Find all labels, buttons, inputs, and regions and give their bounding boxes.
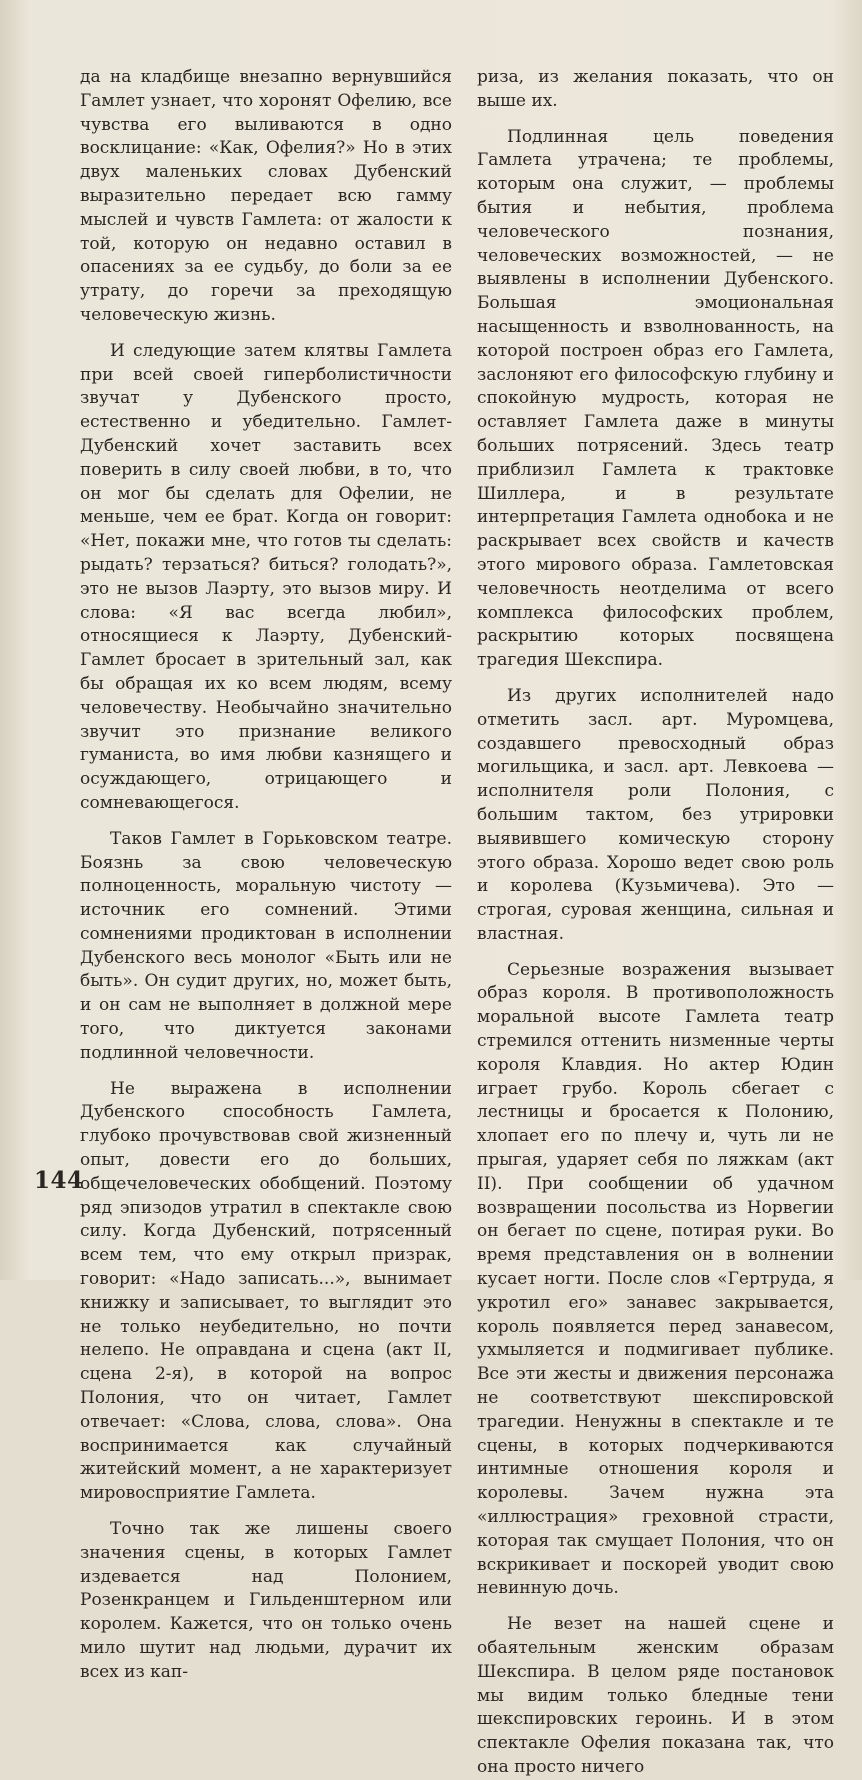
page-number: 144 [34,1167,84,1194]
paragraph: И следующие затем клятвы Гамлета при всей своей гиперболистичности звучат у Дубенского просто, естественно и убедительно. Гамлет-Дубенский хочет заставить всех поверить в силу своей любви, в то, что он мог бы сделать для Офелии, не меньше, чем ее брат. Когда он говорит: «Нет, покажи мне, что готов ты сделать: рыдать? терзаться? биться? голодать?», это не вызов Лаэрту, это вызов миру. И слова: «Я вас всегда любил», относящиеся к Лаэрту, Дубенский-Гамлет бросает в зрительный зал, как бы обращая их ко всем людям, всему человечеству. Необычайно значительно звучит это признание великого гуманиста, во имя любви казнящего и осуждающего, отрицающего и сомневающегося. [80,340,452,813]
paragraph: Не выражена в исполнении Дубенского способность Гамлета, глубоко прочувствовав свой жизненный опыт, довести его до больших, общечеловеческих обобщений. Поэтому ряд эпизодов утратил в спектакле свою силу. Когда Дубенский, потрясенный всем тем, что ему открыл призрак, говорит: «Надо записать...», вынимает книжку и записывает, то выглядит это не только неубедительно, но почти нелепо. Не оправдана и сцена (акт II, сцена 2-я), в которой на вопрос Полония, что он читает, Гамлет отвечает: «Слова, слова, слова». Она воспринимается как случайный житейский момент, а не характеризует мировосприятие Гамлета. [80,1078,452,1504]
paragraph: Не везет на нашей сцене и обаятельным женским образам Шекспира. В целом ряде постановок мы видим только бледные тени шекспировских героинь. И в этом спектакле Офелия показана так, что она просто ничего [477,1614,834,1777]
left-column [80,66,452,1685]
paragraph: Из других исполнителей надо отметить засл. арт. Муромцева, создавшего превосходный образ могильщика, и засл. арт. Левкоева — исполнителя роли Полония, с большим тактом, без утрировки выявившего комическую сторону этого образа. Хорошо ведет свою роль и королева (Кузьмичева). Это — строгая, суровая женщина, сильная и властная. [477,685,834,944]
paragraph: риза, из желания показать, что он выше их. [477,67,834,111]
paragraph: Серьезные возражения вызывает образ короля. В противоположность моральной высоте Гамлета театр стремился оттенить низменные черты короля Клавдия. Но актер Юдин играет грубо. Король сбегает с лестницы и бросается к Полонию, хлопает его по плечу и, чуть ли не прыгая, ударяет себя по ляжкам (акт II). При сообщении об удачном возвращении посольства из Норвегии он бегает по сцене, потирая руки. Во время представления он в волнении кусает ногти. После слов «Гертруда, я укротил его» занавес закрывается, король появляется перед занавесом, ухмыляется и подмигивает публике. Все эти жесты и движения персонажа не соответствуют шекспировской трагедии. Ненужны в спектакле и те сцены, в которых подчеркиваются интимные отношения короля и королевы. Зачем нужна эта «иллюстрация» греховной страсти, которая так смущает Полония, что он вскрикивает и поскорей уводит свою невинную дочь. [477,959,834,1599]
paragraph: Подлинная цель поведения Гамлета утрачена; те проблемы, которым она служит, — проблемы бытия и небытия, проблема человеческого познания, человеческих возможностей, — не выявлены в исполнении Дубенского. Большая эмоциональная насыщенность и взволнованность, на которой построен образ его Гамлета, заслоняют его философскую глубину и спокойную мудрость, которая не оставляет Гамлета даже в минуты больших потрясений. Здесь театр приблизил Гамлета к трактовке Шиллера, и в результате интерпретация Гамлета однобока и не раскрывает всех свойств и качеств этого мирового образа. Гамлетовская человечность неотделима от всего комплекса философских проблем, раскрытию которых посвящена трагедия Шекспира. [477,126,834,671]
paragraph: Таков Гамлет в Горьковском театре. Боязнь за свою человеческую полноценность, моральную чистоту — источник его сомнений. Этими сомнениями продиктован в исполнении Дубенского весь монолог «Быть или не быть». Он судит других, но, может быть, и он сам не выполняет в должной мере того, что диктуется законами подлинной человечности. [80,828,452,1063]
paragraph: да на кладбище внезапно вернувшийся Гамлет узнает, что хоронят Офелию, все чувства его выливаются в одно восклицание: «Как, Офелия?» Но в этих двух маленьких словах Дубенский выразительно передает всю гамму мыслей и чувств Гамлета: от жалости к той, которую он недавно оставил в опасениях за ее судьбу, до боли за ее утрату, до горечи за преходящую человеческую жизнь. [80,67,452,325]
paragraph: Точно так же лишены своего значения сцены, в которых Гамлет издевается над Полонием, Розенкранцем и Гильденштерном или королем. Кажется, что он только очень мило шутит над людьми, дурачит их всех из кап- [80,1519,452,1682]
right-column [477,66,834,1780]
